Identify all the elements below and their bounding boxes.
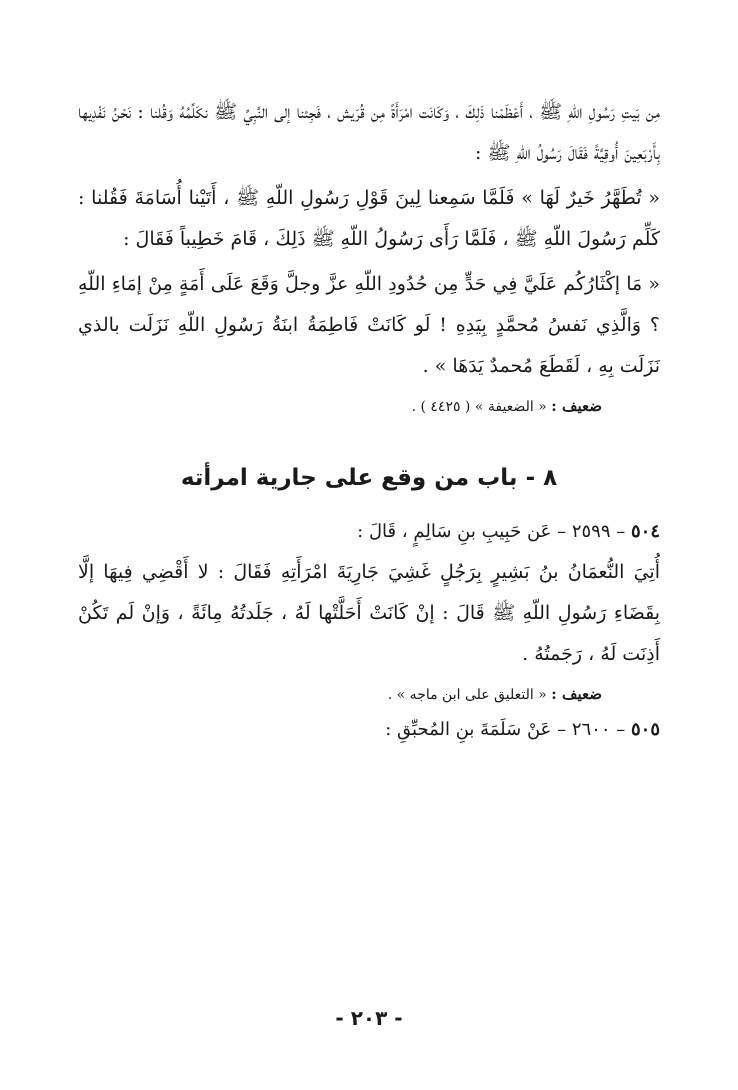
grading-reference: « التعليق على ابن ماجه » .: [387, 687, 547, 703]
grading-label: ضعيف :: [551, 685, 602, 703]
grading-note-1: [78, 391, 660, 422]
hadith-number: ٥٠٤: [630, 521, 660, 542]
page-content: [78, 92, 660, 750]
hadith-chain: – ٢٥٩٩ – عَن حَبِيبِ بنِ سَالِمٍ ، قَالَ :: [357, 521, 626, 542]
hadith-chain: – ٢٦٠٠ – عَنْ سَلَمَةَ بنِ المُحبِّقِ :: [385, 719, 626, 740]
grading-label: ضعيف :: [551, 397, 602, 415]
grading-reference: « الضعيفة » ( ٤٤٢٥ ) .: [411, 399, 547, 415]
text-paragraph-4: أُتِيَ النُّعمَانُ بنُ بَشِيرٍ بِرَجُلٍ غَشِيَ جَارِيَةَ امْرَأَتِهِ فَقَالَ : لا أَقْضِي فِيهَا إلَّا بِقَضَاءِ رَسُولِ اللّهِ ﷺ قَالَ : إنْ كَانَتْ أَحَلَّتْها لَهُ ، جَلَدتُهُ مِائَةً ، وَإنْ لَم تَكُنْ أَذِنَت لَهُ ، رَجَمتُهُ .: [78, 561, 660, 665]
grading-note-2: [78, 679, 660, 710]
text-paragraph-2: « تُطَهَّرُ خَيرٌ لَهَا » فَلَمَّا سَمِعنا لِينَ قَوْلِ رَسُولِ اللّهِ ﷺ ، أَتَيْنا أُسَامَةَ فَقُلنا : كَلِّم رَسُولَ اللّهِ ﷺ ، فَلَمَّا رَأَى رَسُولُ اللّهِ ﷺ ذَلِكَ ، قَامَ خَطِيباً فَقَالَ :: [78, 187, 660, 250]
page-number: - ٢٠٣ -: [335, 1006, 403, 1030]
hadith-header-505: [78, 710, 660, 750]
text-paragraph-1: مِن بَيتِ رَسُولِ اللّهِ ﷺ ، أَعْظَمْنا ذَلِكَ ، وَكَانَت امْرَأَةً مِن قُرَيش ، فَجِئنا إلى النَّبِيِّ ﷺ نكَلِّمُهُ وَقُلنا : نَحْنُ نَفْدِيها بِأَرْبَعِينَ أُوقِيَّةً فَقَالَ رَسُولُ اللّهِ ﷺ :: [78, 101, 660, 164]
text-paragraph-3: « مَا إكْثَارُكُم عَلَيَّ فِي حَدٍّ مِن حُدُودِ اللّهِ عزَّ وجلَّ وَقَعَ عَلَى أَمَةٍ مِنْ إمَاءِ اللّهِ ؟ وَالَّذِي نَفسُ مُحمَّدٍ بِيَدِهِ ! لَو كَانَتْ فَاطِمَةُ ابنَةُ رَسُولِ اللّهِ نَزَلَت بالذي نَزَلَت بِهِ ، لَقَطَعَ مُحمدٌ يَدَهَا » .: [78, 273, 660, 377]
hadith-number: ٥٠٥: [630, 719, 660, 740]
hadith-header-504: [78, 512, 660, 552]
chapter-heading: ٨ - باب من وقع على جارية امرأته: [180, 465, 558, 491]
